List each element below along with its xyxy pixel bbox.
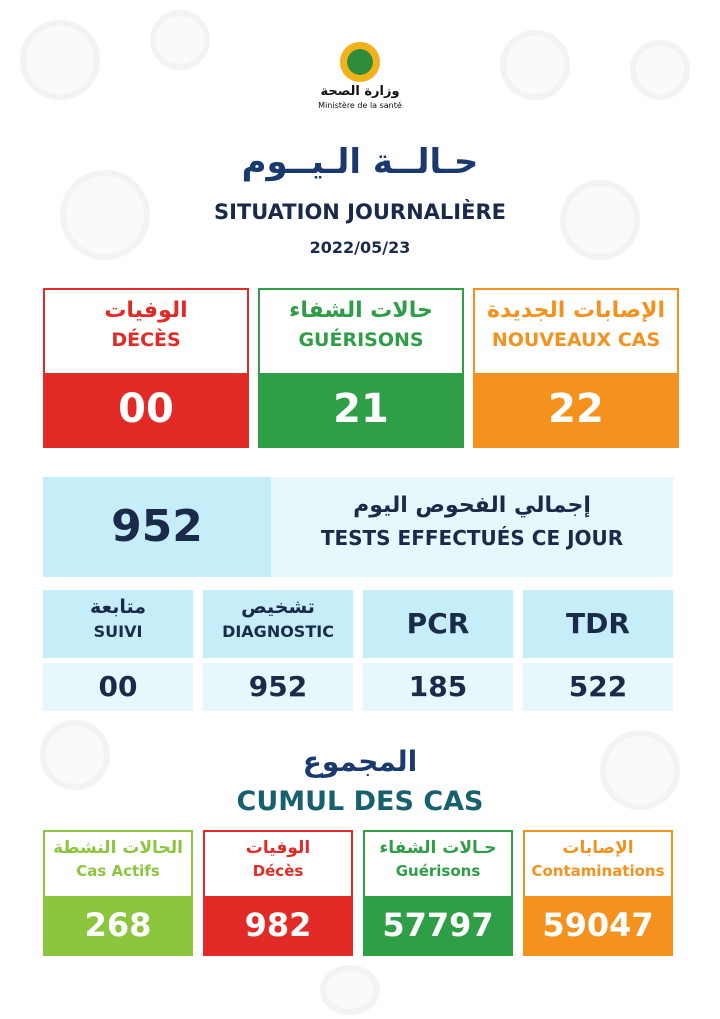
tests-label-panel bbox=[271, 477, 673, 577]
suivi-header bbox=[43, 590, 193, 658]
suivi-label-ar: متابعة bbox=[89, 596, 147, 618]
daily-nouveaux-value: 22 bbox=[475, 373, 677, 446]
ministry-emblem-icon bbox=[340, 42, 380, 82]
daily-nouveaux-label-fr: NOUVEAUX CAS bbox=[491, 329, 661, 351]
cumul-contaminations-label-ar: الإصابات bbox=[562, 838, 634, 858]
cumul-deces-label-fr: Décès bbox=[252, 862, 304, 880]
diagnostic-value: 952 bbox=[203, 663, 353, 711]
suivi-value: 00 bbox=[43, 663, 193, 711]
daily-deces-value: 00 bbox=[45, 373, 247, 446]
cumul-actifs-card bbox=[43, 830, 193, 956]
tdr-header bbox=[523, 590, 673, 658]
tests-total-panel bbox=[43, 477, 271, 577]
cumul-actifs-label-ar: الحالات النشطة bbox=[53, 838, 183, 858]
daily-guerisons-label-ar: حالات الشفاء bbox=[289, 298, 433, 323]
cumul-actifs-value: 268 bbox=[45, 896, 191, 954]
cumul-contaminations-value: 59047 bbox=[525, 896, 671, 954]
diagnostic-label-fr: DIAGNOSTIC bbox=[222, 622, 334, 641]
pcr-label: PCR bbox=[406, 607, 470, 640]
diagnostic-label-ar: تشخيص bbox=[241, 596, 315, 618]
daily-nouveaux-card bbox=[473, 288, 679, 448]
page-title-ar: حـالــة الـيــوم bbox=[241, 142, 479, 182]
tests-total-value: 952 bbox=[111, 501, 203, 552]
pcr-header bbox=[363, 590, 513, 658]
tdr-value: 522 bbox=[523, 663, 673, 711]
daily-deces-card bbox=[43, 288, 249, 448]
daily-nouveaux-label-ar: الإصابات الجديدة bbox=[486, 298, 666, 323]
cumul-contaminations-label-fr: Contaminations bbox=[531, 862, 665, 880]
cumul-title-ar: المجموع bbox=[302, 745, 418, 778]
cumul-guerisons-card bbox=[363, 830, 513, 956]
cumul-guerisons-value: 57797 bbox=[365, 896, 511, 954]
cumul-title-fr: CUMUL DES CAS bbox=[236, 786, 484, 817]
daily-guerisons-value: 21 bbox=[260, 373, 462, 446]
ministry-name-ar: وزارة الصحة bbox=[320, 84, 400, 99]
cumul-deces-card bbox=[203, 830, 353, 956]
daily-deces-label-ar: الوفيات bbox=[104, 298, 188, 323]
tests-label-ar: إجمالي الفحوص اليوم bbox=[353, 493, 591, 518]
diagnostic-header bbox=[203, 590, 353, 658]
daily-guerisons-card bbox=[258, 288, 464, 448]
pcr-value: 185 bbox=[363, 663, 513, 711]
cumul-guerisons-label-ar: حـالات الشفاء bbox=[379, 838, 497, 858]
daily-guerisons-label-fr: GUÉRISONS bbox=[298, 329, 424, 351]
daily-deces-label-fr: DÉCÈS bbox=[111, 329, 181, 351]
cumul-deces-label-ar: الوفيات bbox=[245, 838, 311, 858]
cumul-actifs-label-fr: Cas Actifs bbox=[76, 862, 160, 880]
cumul-deces-value: 982 bbox=[205, 896, 351, 954]
ministry-name-fr: Ministère de la santé bbox=[318, 101, 402, 110]
virus-decoration-icon bbox=[320, 965, 380, 1015]
report-date: 2022/05/23 bbox=[309, 238, 411, 257]
ministry-header bbox=[0, 42, 720, 110]
cumul-guerisons-label-fr: Guérisons bbox=[395, 862, 481, 880]
tdr-label: TDR bbox=[566, 607, 630, 640]
tests-label-fr: TESTS EFFECTUÉS CE JOUR bbox=[320, 526, 624, 550]
cumul-contaminations-card bbox=[523, 830, 673, 956]
page-title-fr: SITUATION JOURNALIÈRE bbox=[214, 200, 506, 224]
suivi-label-fr: SUIVI bbox=[93, 622, 143, 641]
